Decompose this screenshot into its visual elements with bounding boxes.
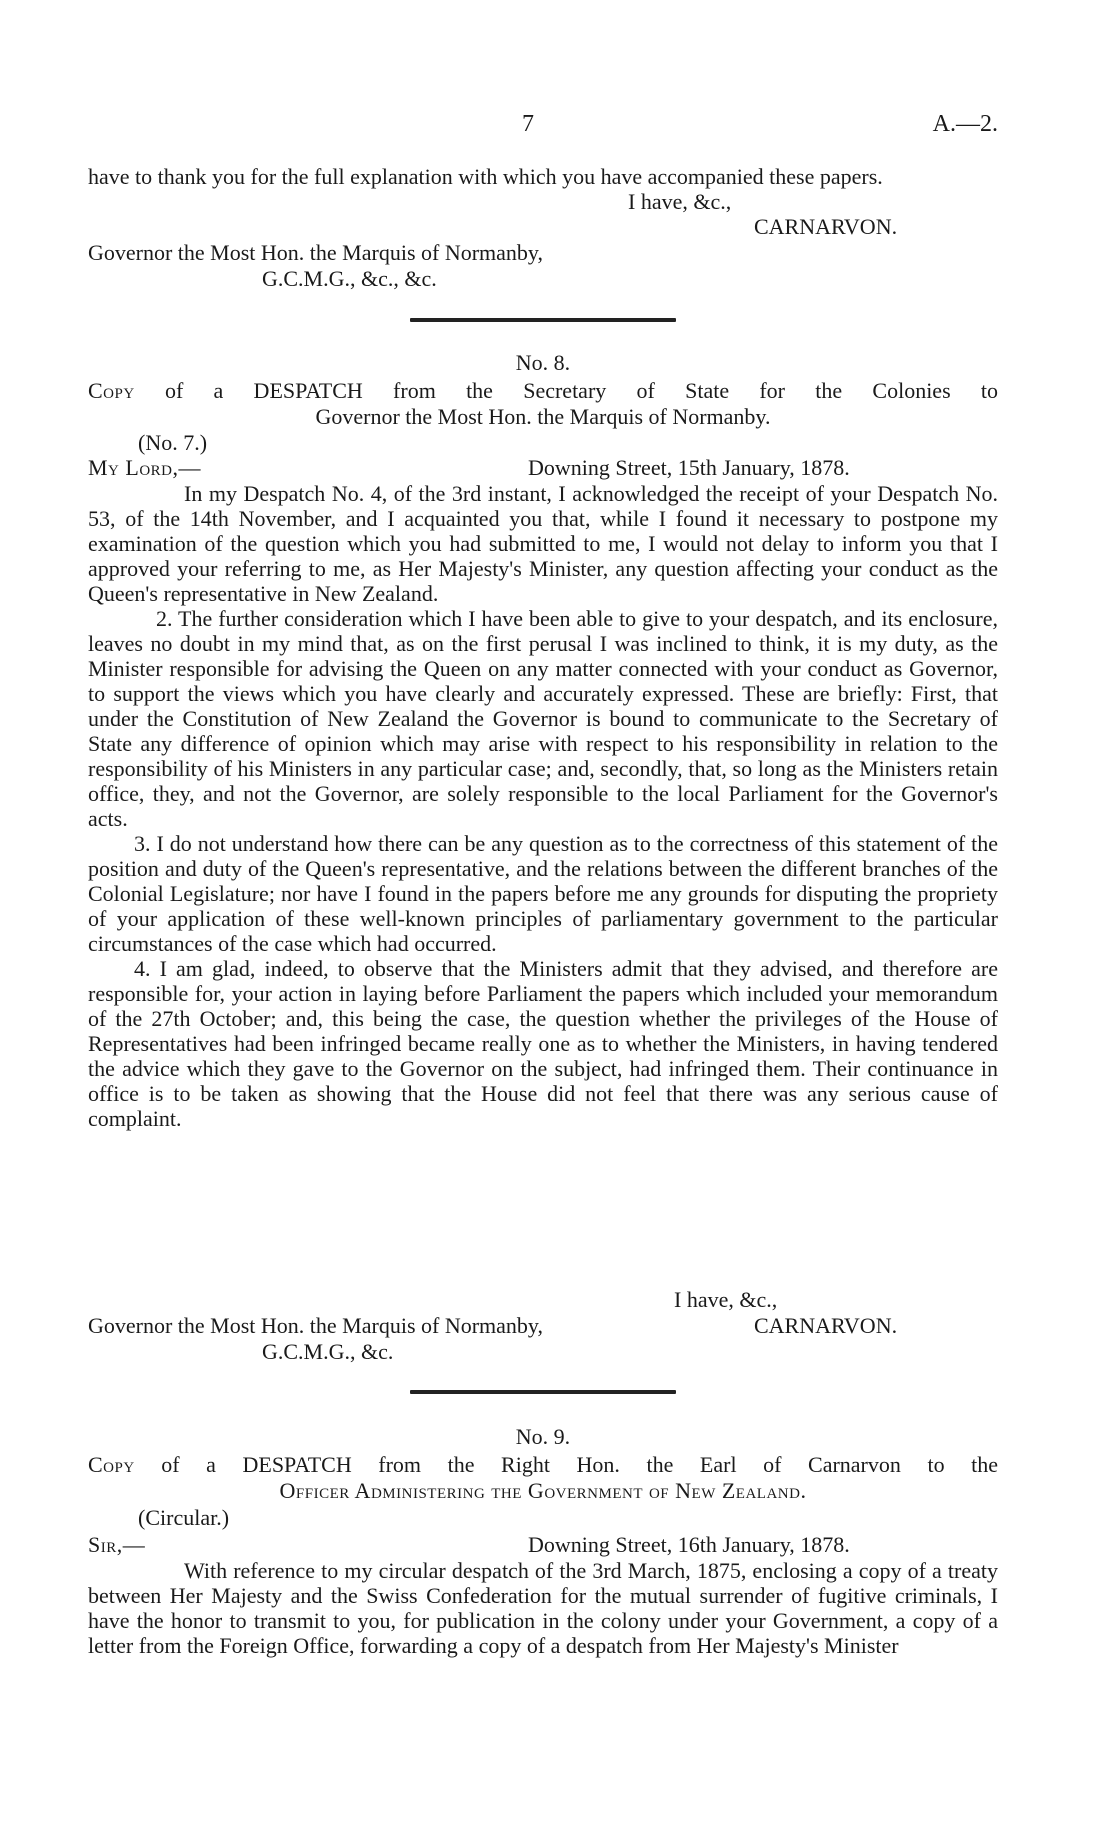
despatch8-number: No. 8. [515, 350, 571, 375]
despatch9-salutation: Sir,— [88, 1532, 146, 1557]
opening-continuation [88, 164, 998, 189]
despatch8-title-line2: Governor the Most Hon. the Marquis of Normanby. [315, 404, 771, 429]
despatch9-paragraph: With reference to my circular despatch of the 3rd March, 1875, enclosing a copy of a treaty between Her Majesty and the Swiss Confederation for the mutual surrender of fugitive criminals, I have the honor to transmit to you, for publication in the colony under your Government, a copy of a letter from the Foreign Office, forwarding a copy of a despatch from Her Majesty's Minister [88, 1558, 998, 1658]
opening-closing: I have, &c., [628, 189, 732, 214]
despatch8-title-prefix: Copy [88, 378, 135, 403]
despatch9-title [88, 1452, 998, 1477]
despatch8-paragraph-2: 2. The further consideration which I have been able to give to your despatch, and its enclosure, leaves no doubt in my mind that, as on the first perusal I was inclined to think, it is my duty, as the Minister responsible for advising the Queen on any matter connected with your conduct as Governor, to support the views which you have clearly and accurately expressed. These are briefly: First, that under the Constitution of New Zealand the Governor is bound to communicate to the Secretary of State any difference of opinion which may arise with respect to his responsibility in relation to the responsibility of his Ministers in any particular case; and, secondly, that, so long as the Ministers retain office, they, and not the Governor, are solely responsible to the local Parliament for the Governor's acts. [88, 606, 998, 831]
section-divider [410, 1390, 676, 1394]
despatch8-date: Downing Street, 15th January, 1878. [528, 455, 850, 480]
despatch9-date: Downing Street, 16th January, 1878. [528, 1532, 850, 1557]
page-header [88, 112, 998, 142]
despatch8-paragraph-3: 3. I do not understand how there can be any question as to the correctness of this statement of the position and duty of the Queen's representative, and the relations between the different branches of the Colonial Legislature; nor have I found in the papers before me any grounds for disputing the propriety of your application of these well-known principles of parliamentary government to the particular circumstances of the case which had occurred. [88, 831, 998, 956]
opening-signature: CARNARVON. [754, 214, 898, 239]
despatch9-body [88, 1558, 998, 1658]
despatch9-number: No. 9. [515, 1424, 571, 1449]
section-divider [410, 318, 676, 322]
despatch8-signature: CARNARVON. [754, 1313, 898, 1338]
despatch9-ref: (Circular.) [138, 1505, 230, 1530]
despatch8-closing: I have, &c., [674, 1287, 778, 1312]
despatch8-body [88, 481, 998, 1131]
document-reference: A.—2. [932, 111, 998, 137]
despatch8-paragraph-4: 4. I am glad, indeed, to observe that the Ministers admit that they advised, and therefore are responsible for, your action in laying before Parliament the papers which included your memorandum of the 27th October; and, this being the case, the question whether the privileges of the House of Representatives had been infringed became really one as to whether the Ministers, in having tendered the advice which they gave to the Governor on the subject, had infringed them. Their continuance in office is to be taken as showing that the House did not feel that there was any serious cause of complaint. [88, 956, 998, 1131]
despatch9-title-prefix: Copy [88, 1452, 135, 1477]
despatch8-salutation: My Lord,— [88, 455, 202, 480]
opening-addressee-line2: G.C.M.G., &c., &c. [262, 266, 437, 291]
despatch9-title-line1: of a DESPATCH from the Right Hon. the Earl of Carnarvon to the [161, 1452, 999, 1477]
despatch8-addressee-line2: G.C.M.G., &c. [262, 1339, 394, 1364]
page-number: 7 [522, 111, 534, 137]
opening-addressee-line1: Governor the Most Hon. the Marquis of Normanby, [88, 240, 543, 265]
opening-text: have to thank you for the full explanation with which you have accompanied these papers. [88, 164, 883, 189]
despatch8-addressee-line1: Governor the Most Hon. the Marquis of Normanby, [88, 1313, 543, 1338]
despatch9-title-line2: Officer Administering the Government of New Zealand. [279, 1478, 807, 1503]
despatch8-paragraph-1: In my Despatch No. 4, of the 3rd instant, I acknowledged the receipt of your Despatch No. 53, of the 14th November, and I acquainted you that, while I found it necessary to postpone my examination of the question which you had submitted to me, I would not delay to inform you that I approved your referring to me, as Her Majesty's Minister, any question affecting your conduct as the Queen's representative in New Zealand. [88, 481, 998, 606]
despatch8-title [88, 378, 998, 403]
despatch8-ref: (No. 7.) [138, 430, 208, 455]
despatch8-title-line1: of a DESPATCH from the Secretary of State for the Colonies to [164, 378, 999, 403]
